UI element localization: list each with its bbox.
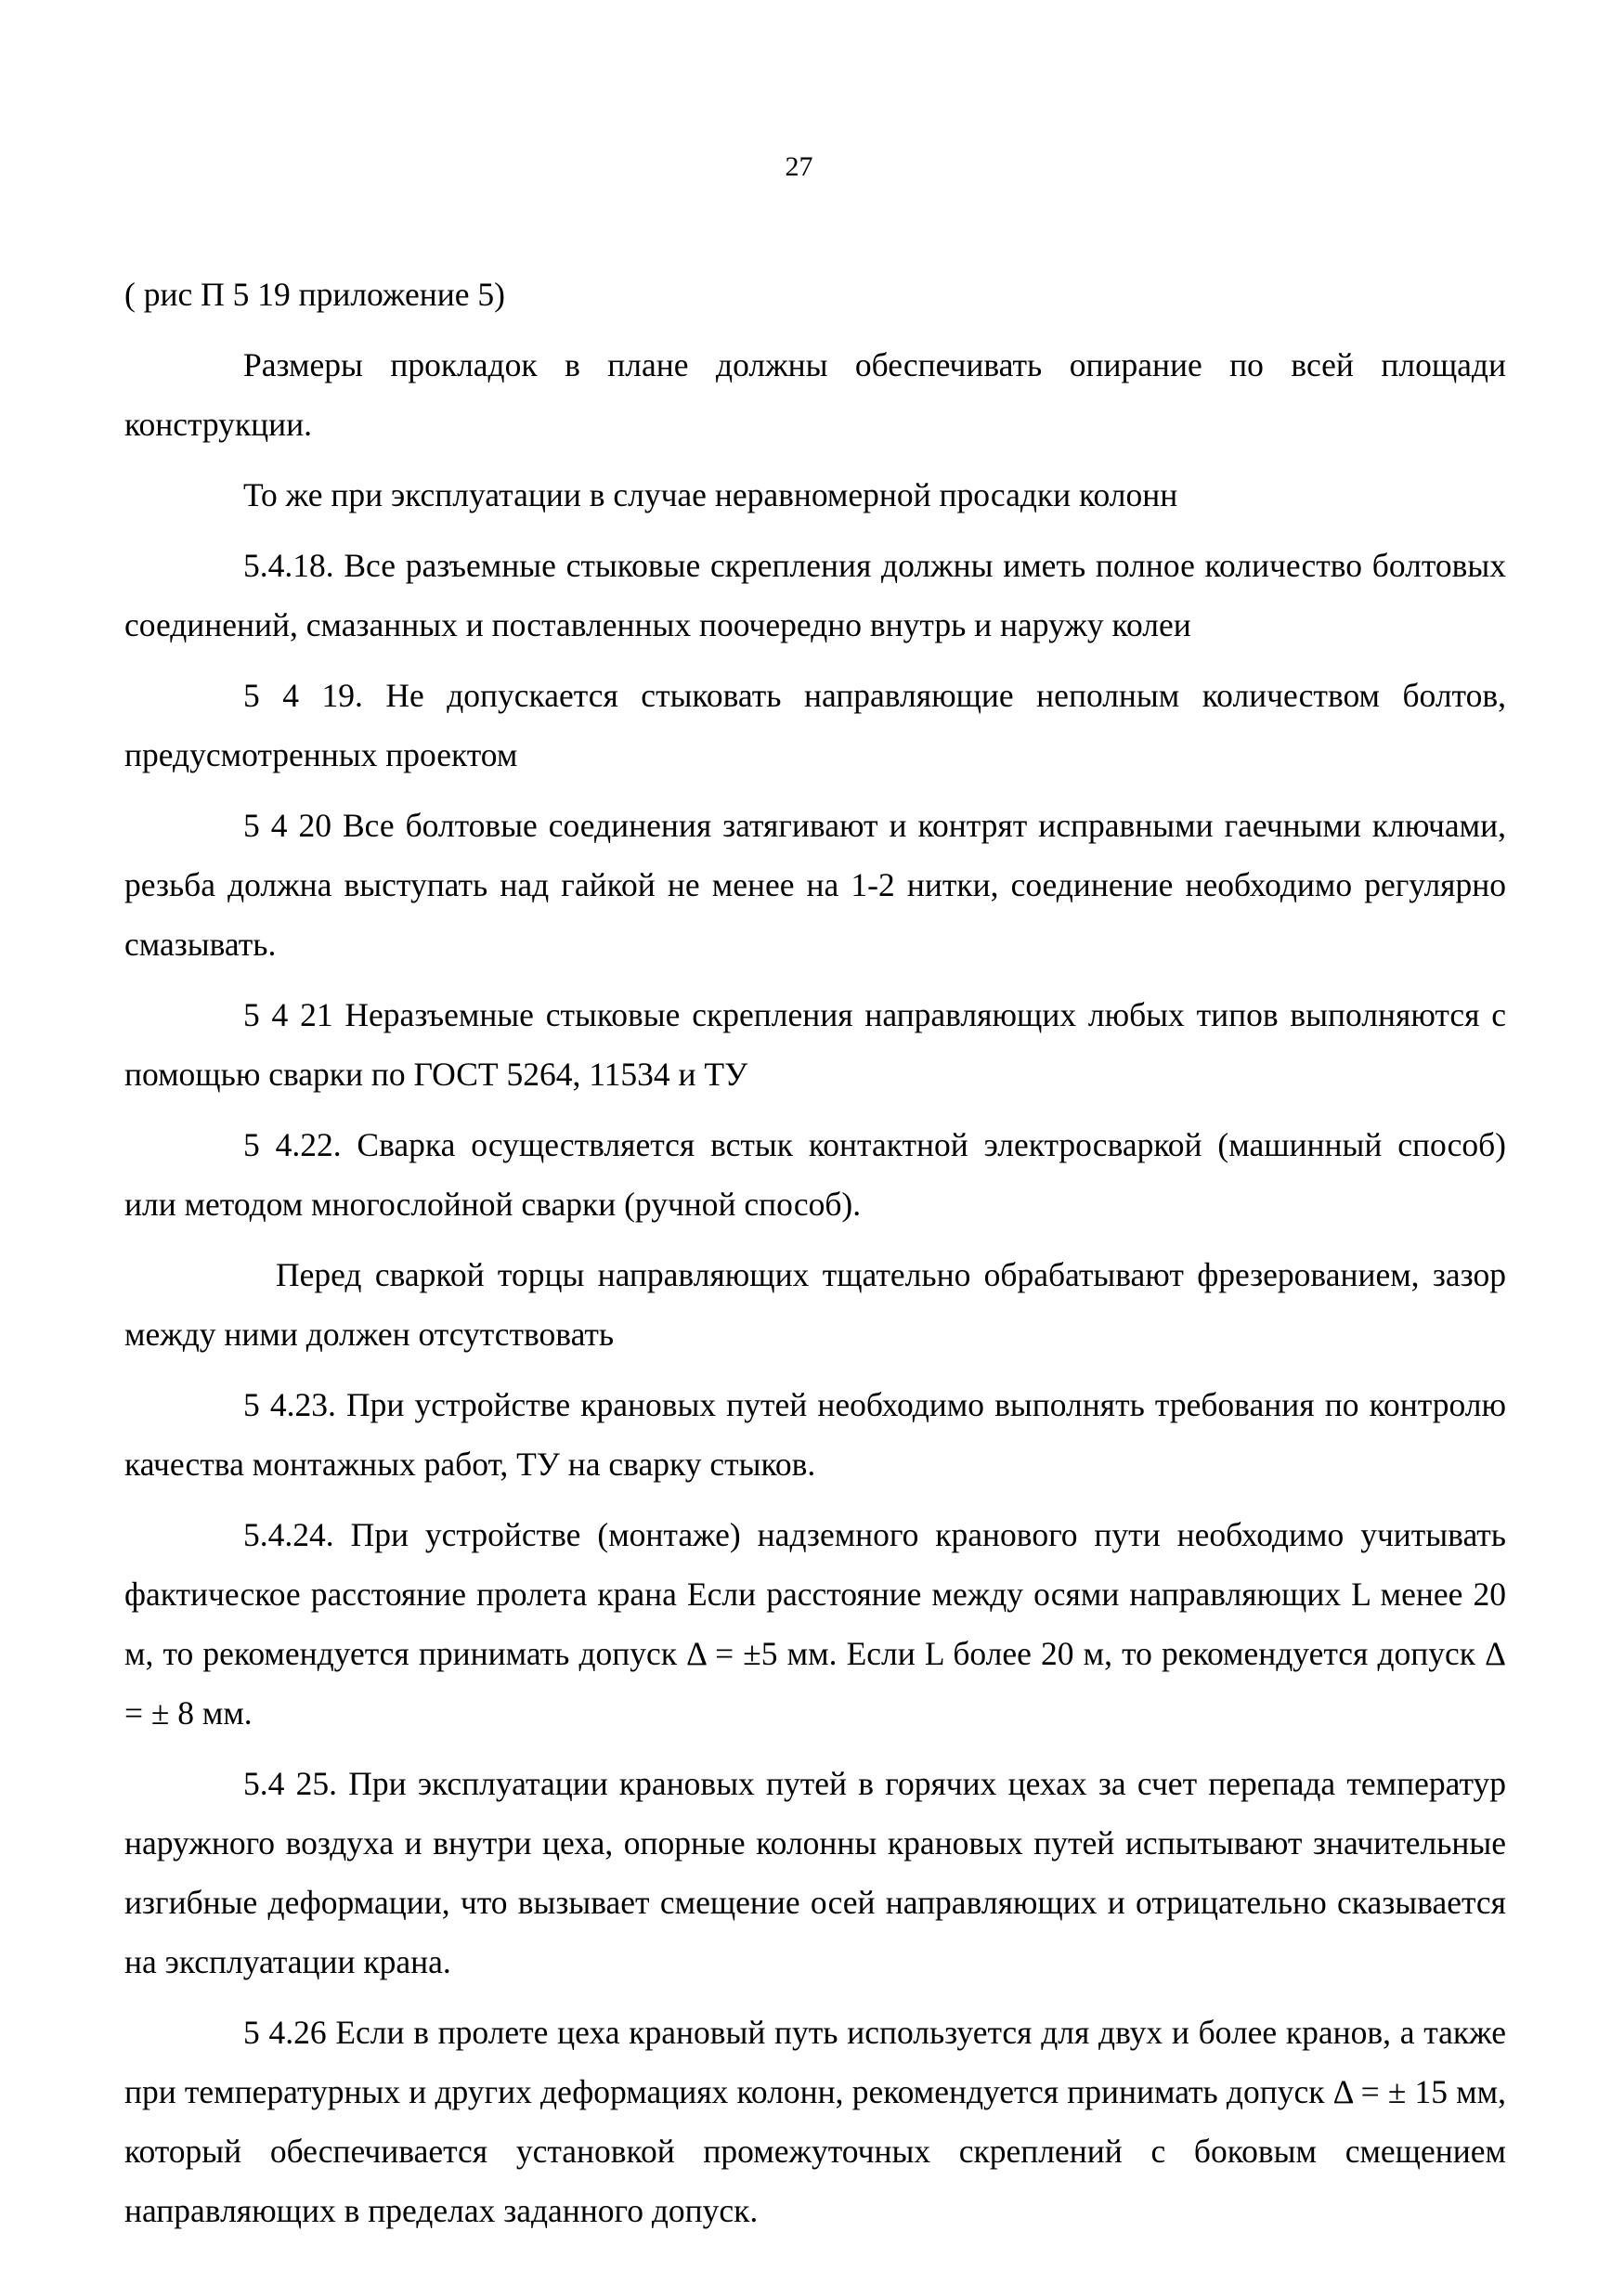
document-body	[124, 265, 1506, 2251]
paragraph-5-4-20: 5 4 20 Все болтовые соединения затягивают и контрят исправными гаечными ключами, резьба должна выступать над гайкой не менее на 1-2 нитки, соединение необходимо регулярно смазывать.	[124, 807, 1506, 963]
paragraph-5-4-18: 5.4.18. Все разъемные стыковые скрепления должны иметь полное количество болтовых соединений, смазанных и поставленных поочередно внутрь и наружу колеи	[124, 547, 1506, 643]
paragraph-5-4-19: 5 4 19. Не допускается стыковать направляющие неполным количеством болтов, предусмотренных проектом	[124, 677, 1506, 773]
paragraph-5-4-22: 5 4.22. Сварка осуществляется встык контактной электросваркой (машинный способ) или методом многослойной сварки (ручной способ).	[124, 1126, 1506, 1223]
page-number: 27	[785, 151, 813, 182]
paragraph-5-4-23: 5 4.23. При устройстве крановых путей необходимо выполнять требования по контролю качества монтажных работ, ТУ на сварку стыков.	[124, 1386, 1506, 1483]
paragraph-pad-dimensions: Размеры прокладок в плане должны обеспечивать опирание по всей площади конструкции.	[124, 346, 1506, 443]
figure-reference: ( рис П 5 19 приложение 5)	[124, 276, 505, 313]
paragraph-5-4-21: 5 4 21 Неразъемные стыковые скрепления направляющих любых типов выполняются с помощью сварки по ГОСТ 5264, 11534 и ТУ	[124, 996, 1506, 1093]
paragraph-5-4-25: 5.4 25. При эксплуатации крановых путей в горячих цехах за счет перепада температур наружного воздуха и внутри цеха, опорные колонны крановых путей испытывают значительные изгибные деформации, что вызывает смещение осей направляющих и отрицательно сказывается на эксплуатации крана.	[124, 1765, 1506, 1980]
paragraph-welding-preparation: Перед сваркой торцы направляющих тщательно обрабатывают фрезерованием, зазор между ними должен отсутствовать	[124, 1256, 1506, 1353]
paragraph-operation-settlement: То же при эксплуатации в случае неравномерной просадки колонн	[243, 476, 1178, 513]
paragraph-5-4-26: 5 4.26 Если в пролете цеха крановый путь используется для двух и более кранов, а также при температурных и других деформациях колонн, рекомендуется принимать допуск Δ = ± 15 мм, который обеспечивается установкой промежуточных скреплений с боковым смещением направляющих в пределах заданного допуск.	[124, 2014, 1506, 2229]
paragraph-5-4-24: 5.4.24. При устройстве (монтаже) надземного кранового пути необходимо учитывать фактическое расстояние пролета крана Если расстояние между осями направляющих L менее 20 м, то рекомендуется принимать допуск Δ = ±5 мм. Если L более 20 м, то рекомендуется допуск Δ = ± 8 мм.	[124, 1516, 1506, 1732]
